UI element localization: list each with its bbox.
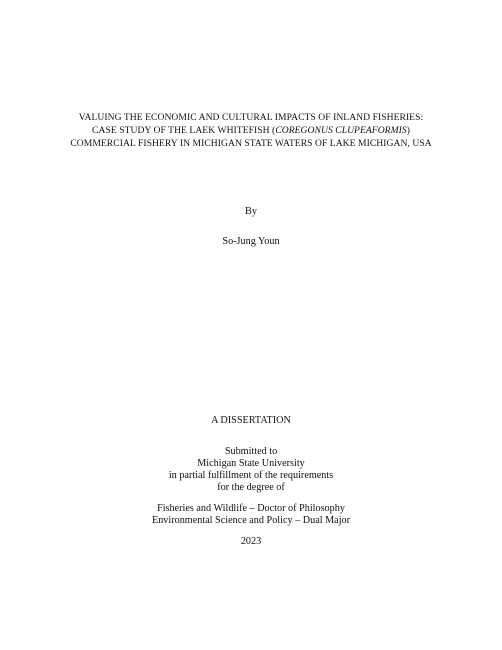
- species-name: COREGONUS CLUPEAFORMIS: [275, 125, 407, 136]
- title-line-1: VALUING THE ECONOMIC AND CULTURAL IMPACTS OF INLAND FISHERIES:: [78, 112, 424, 123]
- title-line-2-suffix: ): [406, 125, 410, 136]
- degree-line-1: Fisheries and Wildlife – Doctor of Philosophy: [157, 503, 345, 514]
- degree-of-line: for the degree of: [217, 482, 285, 493]
- author-name: So-Jung Youn: [222, 236, 280, 247]
- requirements-line: in partial fulfillment of the requirements: [168, 470, 334, 481]
- title-line-2: [0, 125, 502, 137]
- submitted-to-line: Submitted to: [224, 446, 278, 457]
- university-line: Michigan State University: [197, 458, 305, 469]
- title-line-3: COMMERCIAL FISHERY IN MICHIGAN STATE WATERS OF LAKE MICHIGAN, USA: [70, 138, 432, 149]
- degree-line-2: Environmental Science and Policy – Dual Major: [151, 515, 351, 526]
- title-line-2-prefix: CASE STUDY OF THE LAEK WHITEFISH (: [92, 125, 276, 136]
- year: 2023: [240, 536, 262, 547]
- by-label: By: [245, 206, 257, 217]
- document-type: A DISSERTATION: [211, 415, 291, 426]
